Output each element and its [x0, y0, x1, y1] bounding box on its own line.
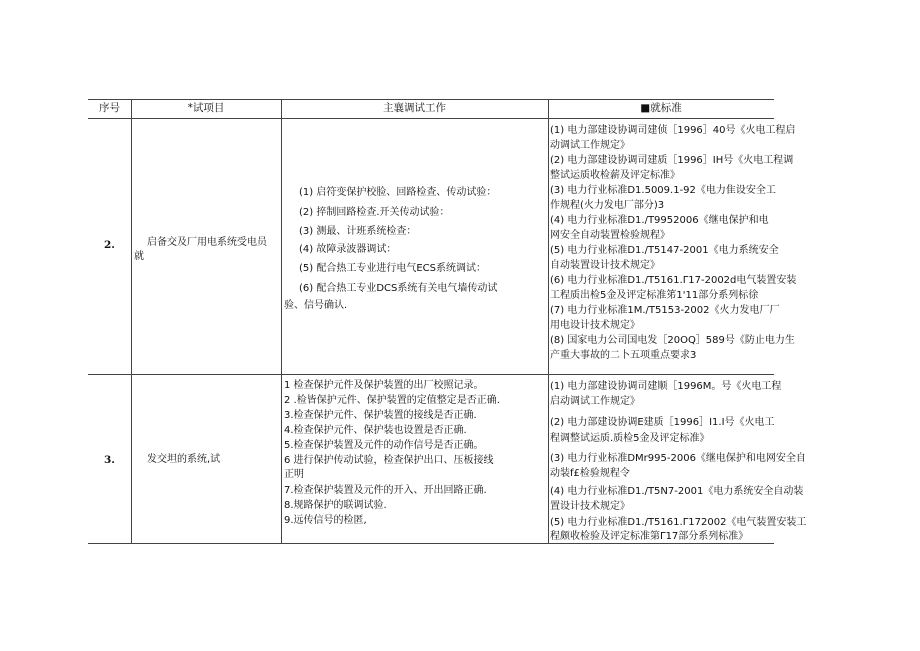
standard-item: (8) 国家电力公司国电发［20OQ］589号《防止电力生 — [550, 335, 795, 346]
work-item: 8.规路保护的联调试验. — [284, 500, 387, 511]
work-item: 5.检查保护装置及元件的动作信号是否正确。 — [284, 440, 484, 451]
standard-item: (3) 电力行业标准DMr995-2006《继电保护和电网安全自 — [550, 453, 806, 464]
header-standard: ■就标准 — [640, 102, 682, 114]
standard-item: 程颇收检验及评定标准第Γ17部分系列标准》 — [550, 531, 749, 542]
row2-bottom-border — [88, 374, 774, 375]
standard-item: 网安全自动装置检验规程》 — [550, 230, 670, 241]
work-item: 1 检查保护元件及保护装置的出厂校照记录。 — [284, 380, 484, 391]
row-test-item: 发交坦的系统,试 — [147, 454, 221, 465]
standard-item: (5) 电力行业标准D1./T5147-2001《电力系统安全 — [550, 245, 779, 256]
work-item: (4) 故障录波器调试： — [299, 244, 397, 255]
standard-item: 置设计技术规定》 — [550, 501, 630, 512]
work-item: 9.远传信号的检匿, — [284, 515, 367, 526]
work-item: 验、信号确认. — [284, 300, 348, 311]
standard-item: (6) 电力行业标准D1./T5161.Γ17-2002d电气装置安装 — [550, 275, 797, 286]
header-test-item: *试项目 — [187, 102, 225, 114]
standard-item: (1) 电力部建设协调司建侦［1996］40号《火电工程启 — [550, 125, 796, 136]
standard-item: (1) 电力部建设协调司建顺［1996M。号《火电工程 — [550, 381, 782, 392]
standard-item: 产重大事故的二卜五项重点要求3 — [550, 350, 697, 361]
standard-item: (4) 电力行业标准D1./T9952006《继电保护和电 — [550, 215, 769, 226]
standard-item: 动调试工作规定》 — [550, 140, 630, 151]
standard-item: 用电设计技术规定》 — [550, 320, 640, 331]
row-seq-number: 3. — [104, 454, 115, 466]
standard-item: 作规程(火力发电厂部分)3 — [550, 200, 665, 211]
standard-item: (2) 电力部建设协调E建质［1996］I1.I号《火电工 — [550, 417, 775, 428]
col-border-2 — [281, 99, 282, 544]
table-top-border — [88, 99, 774, 100]
standard-item: 整试运质收检薪及评定标准》 — [550, 170, 680, 181]
col-border-3 — [548, 99, 549, 544]
standard-item: 动装f£检验规程令 — [550, 468, 630, 479]
work-item: (6) 配合热工专业DCS系统有关电气墙传动试 — [299, 283, 498, 294]
work-item: (1) 启符变保护校脸、回路检查、传动试验： — [299, 187, 497, 198]
header-main-work: 主襄调试工作 — [383, 102, 446, 114]
row-seq-number: 2. — [104, 239, 115, 251]
work-item: (5) 配合热工专业进行电气ECS系统调试： — [299, 263, 486, 274]
work-item: 3.检查保护元件、保护装置的接线是否正确. — [284, 410, 477, 421]
standard-item: 程调整试运质.质检5金及评定标准》 — [550, 433, 710, 444]
header-bottom-border — [88, 118, 774, 119]
work-item: (2) 捽制回路检查.开关传动试验： — [299, 207, 450, 218]
work-item: 7.检查保护装置及元件的开入、开出回路正确. — [284, 485, 487, 496]
standard-item: (2) 电力部建设协调司建质［1996］IH号《火电工程调 — [550, 155, 794, 166]
standard-item: (5) 电力行业标准D1./T5161.Γ172002《电气装置安装工 — [550, 517, 807, 528]
work-item: (3) 测最、计班系统检查： — [299, 226, 417, 237]
work-item: 6 进行保护传动试验，检查保护出口、压板接线 — [284, 455, 494, 466]
standard-item: (4) 电力行业标准D1./T5N7-2001《电力系统安全自动装 — [550, 486, 804, 497]
col-border-1 — [131, 99, 132, 544]
work-item: 4.检查保护元件、保护装也设置是否正确. — [284, 425, 467, 436]
standard-item: (7) 电力行业标准1M./T5153-2002《火力发电厂厂 — [550, 305, 780, 316]
standard-item: (3) 电力行业标准D1.5009.1-92《电力隹设安全工 — [550, 185, 776, 196]
row-test-item-cont: 就 — [134, 251, 144, 262]
row-test-item: 启备交及厂用电系统受电员 — [147, 237, 267, 248]
work-item: 2 .检皆保护元件、保护装置的定值整定是否正确. — [284, 395, 500, 406]
work-item: 正明 — [284, 469, 304, 480]
header-seq: 序号 — [99, 102, 120, 114]
standard-item: 自动装置设计技术规定》 — [550, 260, 660, 271]
table-bottom-border — [88, 543, 774, 544]
standard-item: 工程质出检5金及评定标准笫1'11部分系列标徐 — [550, 290, 759, 301]
standard-item: 启动调试工作规定》 — [550, 396, 640, 407]
